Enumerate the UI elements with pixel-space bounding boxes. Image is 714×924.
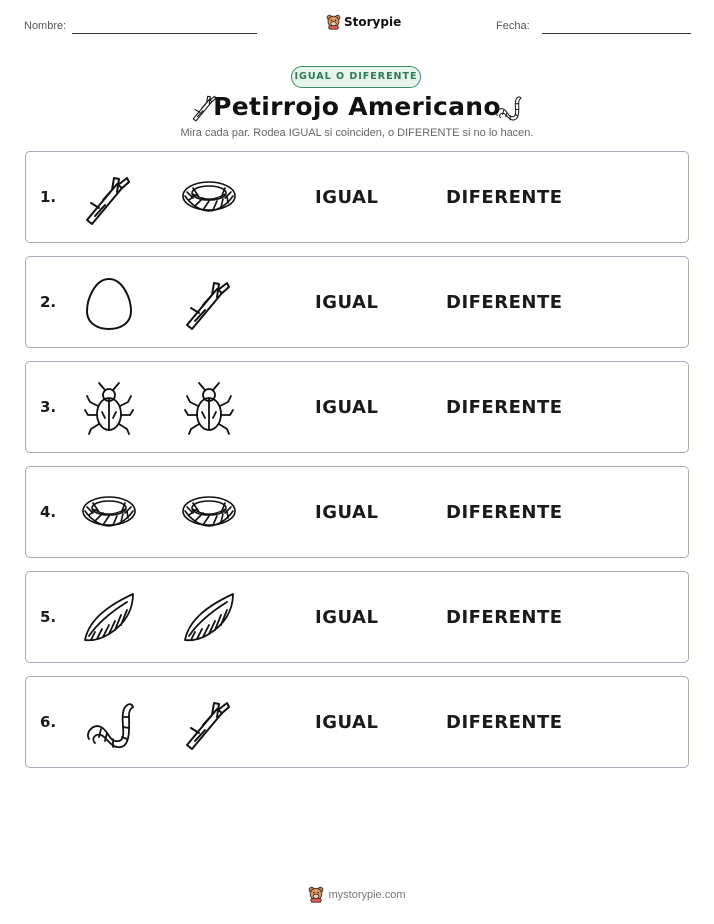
brand-logo (326, 14, 401, 30)
date-field[interactable] (542, 33, 691, 34)
nest-icon (181, 485, 237, 541)
option-igual[interactable]: IGUAL (315, 712, 379, 733)
footer-url[interactable]: mystorypie.com (328, 888, 406, 901)
question-number: 5. (40, 608, 57, 626)
question-row-5 (25, 571, 689, 663)
question-number: 3. (40, 398, 57, 416)
question-number: 1. (40, 188, 57, 206)
twig-icon (181, 275, 237, 331)
egg-icon (81, 275, 137, 331)
option-igual[interactable]: IGUAL (315, 607, 379, 628)
option-diferente[interactable]: DIFERENTE (446, 187, 563, 208)
option-diferente[interactable]: DIFERENTE (446, 502, 563, 523)
nest-icon (81, 485, 137, 541)
option-diferente[interactable]: DIFERENTE (446, 712, 563, 733)
bear-logo-icon (326, 14, 341, 30)
worm-icon (81, 695, 137, 751)
twig-icon (181, 695, 237, 751)
question-row-2 (25, 256, 689, 348)
wing-icon (81, 590, 137, 646)
wing-icon (181, 590, 237, 646)
date-label: Fecha: (496, 20, 530, 32)
nest-icon (181, 170, 237, 226)
option-diferente[interactable]: DIFERENTE (446, 607, 563, 628)
instructions: Mira cada par. Rodea IGUAL si coinciden, o DIFERENTE si no lo hacen. (180, 127, 534, 139)
question-number: 4. (40, 503, 57, 521)
option-igual[interactable]: IGUAL (315, 187, 379, 208)
option-igual[interactable]: IGUAL (315, 502, 379, 523)
twig-icon (81, 170, 137, 226)
question-row-4 (25, 466, 689, 558)
question-number: 2. (40, 293, 57, 311)
name-label: Nombre: (24, 20, 67, 32)
option-diferente[interactable]: DIFERENTE (446, 292, 563, 313)
page-title: Petirrojo Americano (213, 92, 501, 121)
option-igual[interactable]: IGUAL (315, 292, 379, 313)
worm-icon (493, 92, 523, 122)
footer (0, 886, 714, 903)
beetle-icon (81, 380, 137, 436)
bear-logo-icon (308, 886, 324, 903)
option-diferente[interactable]: DIFERENTE (446, 397, 563, 418)
beetle-icon (181, 380, 237, 436)
brand-name: Storypie (344, 15, 402, 29)
name-field[interactable] (72, 33, 257, 34)
question-row-1 (25, 151, 689, 243)
question-row-3 (25, 361, 689, 453)
question-row-6 (25, 676, 689, 768)
question-number: 6. (40, 713, 57, 731)
option-igual[interactable]: IGUAL (315, 397, 379, 418)
worksheet-type-badge: IGUAL O DIFERENTE (291, 66, 421, 88)
